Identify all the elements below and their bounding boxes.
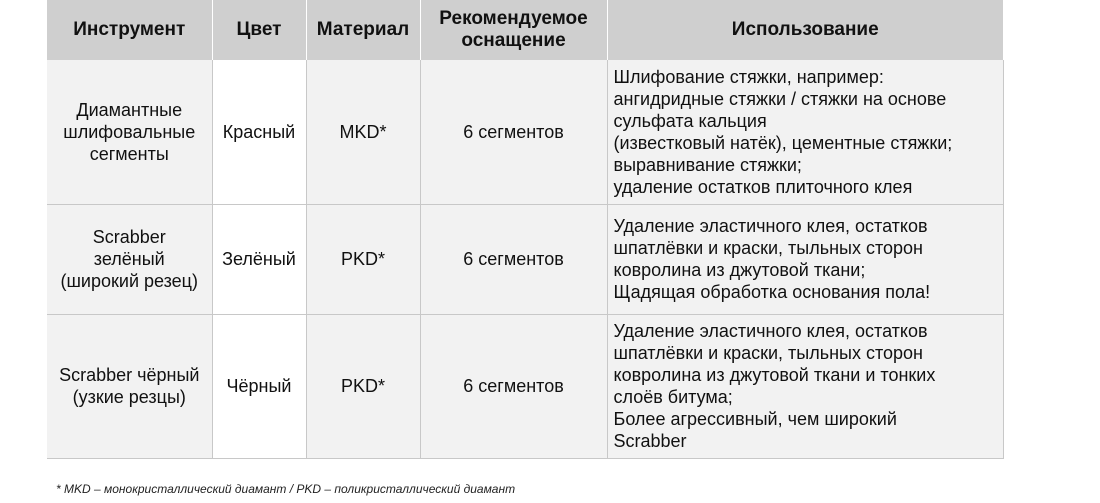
usage-cell (607, 204, 1003, 314)
table-row (47, 204, 1003, 314)
tool-name-line: Диамантные (76, 99, 183, 120)
equipment-cell: 6 сегментов (420, 204, 607, 314)
tools-table (47, 0, 1004, 459)
header-usage: Использование (607, 0, 1003, 60)
header-material: Материал (306, 0, 420, 60)
tool-name-line: Scrabber (92, 227, 166, 247)
usage-line: слоёв битума; (613, 387, 733, 407)
equipment-cell: 6 сегментов (420, 60, 607, 204)
tool-cell (47, 204, 212, 314)
tool-name-line: зелёный (93, 249, 165, 269)
usage-cell (607, 60, 1003, 204)
usage-line: Удаление эластичного клея, остатков (613, 321, 928, 341)
usage-line: Щадящая обработка основания пола! (613, 282, 931, 302)
usage-line: ковролина из джутовой ткани; (613, 260, 866, 280)
tool-name-line: сегменты (89, 143, 169, 164)
table-row (47, 314, 1003, 458)
usage-line: удаление остатков плиточного клея (613, 176, 913, 197)
usage-line: шпатлёвки и краски, тыльных сторон (613, 343, 923, 363)
material-cell: MKD* (306, 60, 420, 204)
color-cell: Красный (212, 60, 306, 204)
tool-name-line: Scrabber чёрный (59, 365, 200, 385)
usage-line: Scrabber (613, 431, 687, 451)
usage-line: (известковый натёк), цементные стяжки; (613, 132, 953, 153)
material-cell: PKD* (306, 204, 420, 314)
usage-line: Шлифование стяжки, например: (613, 66, 884, 87)
header-tool: Инструмент (47, 0, 212, 60)
header-equipment: Рекомендуемое оснащение (420, 0, 607, 60)
usage-line: Более агрессивный, чем широкий (613, 409, 897, 429)
table-header-row (47, 0, 1003, 60)
header-color: Цвет (212, 0, 306, 60)
footnote: * MKD – монокристаллический диамант / PKD – поликристаллический диамант (56, 482, 516, 496)
usage-line: ковролина из джутовой ткани и тонких (613, 365, 936, 385)
material-cell: PKD* (306, 314, 420, 458)
usage-line: Удаление эластичного клея, остатков (613, 216, 928, 236)
color-cell: Зелёный (212, 204, 306, 314)
table-row (47, 60, 1003, 204)
tool-name-line: (широкий резец) (60, 271, 198, 291)
equipment-cell: 6 сегментов (420, 314, 607, 458)
usage-cell (607, 314, 1003, 458)
color-cell: Чёрный (212, 314, 306, 458)
usage-line: ангидридные стяжки / стяжки на основе (613, 88, 947, 109)
usage-line: шпатлёвки и краски, тыльных сторон (613, 238, 923, 258)
usage-line: сульфата кальция (613, 110, 767, 131)
tool-cell (47, 60, 212, 204)
tool-name-line: шлифовальные (63, 121, 196, 142)
tool-name-line: (узкие резцы) (72, 387, 186, 407)
tool-cell (47, 314, 212, 458)
usage-line: выравнивание стяжки; (613, 154, 802, 175)
